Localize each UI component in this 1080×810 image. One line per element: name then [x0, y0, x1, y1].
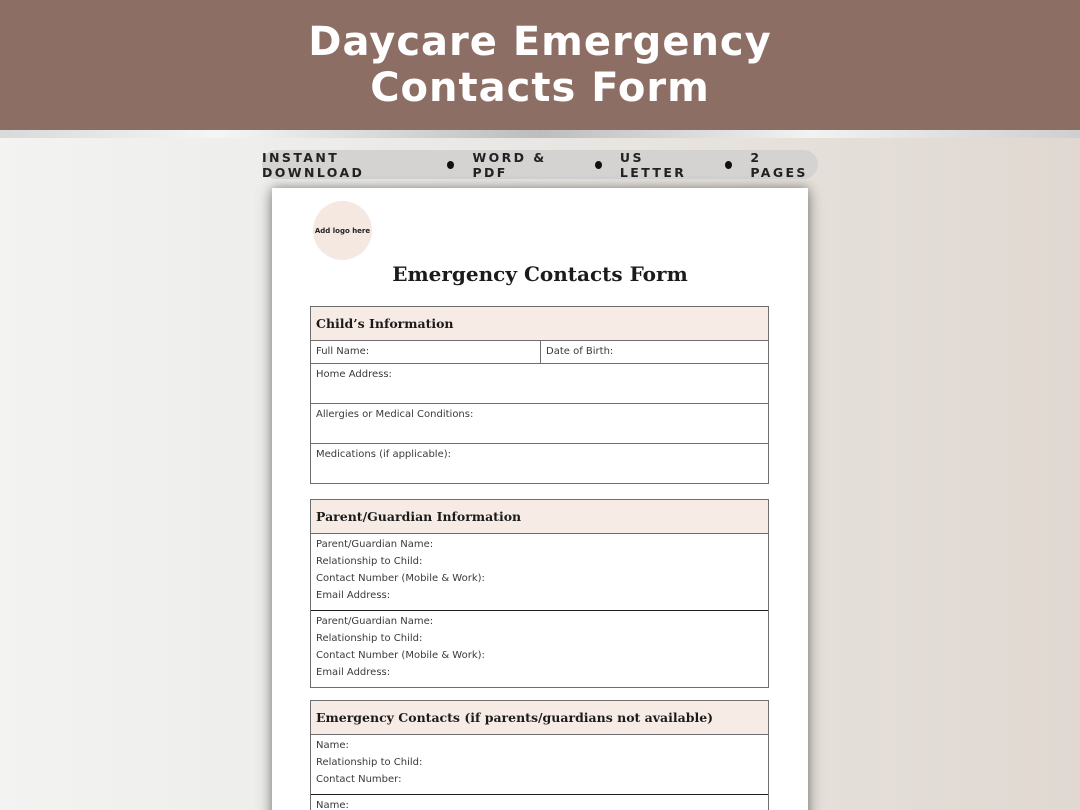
full-name-field: Full Name:	[316, 346, 370, 357]
contact-number-field: Contact Number:	[316, 774, 402, 785]
parent-info-heading: Parent/Guardian Information	[311, 500, 768, 534]
medications-row	[311, 444, 768, 483]
contact-name-field: Name:	[316, 740, 349, 751]
child-name-dob-row	[311, 341, 768, 364]
contact-number-field: Contact Number (Mobile & Work):	[316, 650, 485, 661]
logo-placeholder: Add logo here	[313, 201, 372, 260]
parent-block	[311, 534, 768, 611]
parent-name-field: Parent/Guardian Name:	[316, 539, 434, 550]
emergency-contacts-section	[310, 700, 769, 810]
decorative-divider	[0, 130, 1080, 138]
contact-name-field: Name:	[316, 800, 349, 810]
relationship-field: Relationship to Child:	[316, 757, 423, 768]
contact-number-field: Contact Number (Mobile & Work):	[316, 573, 485, 584]
title-banner	[0, 0, 1080, 130]
emergency-contact-block	[311, 795, 768, 810]
email-field: Email Address:	[316, 590, 391, 601]
bullet-dot-icon	[447, 161, 454, 169]
emergency-contact-block	[311, 735, 768, 795]
parent-block	[311, 611, 768, 687]
form-title: Emergency Contacts Form	[392, 262, 688, 286]
email-field: Email Address:	[316, 667, 391, 678]
feature-us-letter: US LETTER	[619, 149, 687, 180]
parent-info-section	[310, 499, 769, 688]
home-address-row	[311, 364, 768, 404]
feature-strip	[262, 150, 818, 179]
parent-name-field: Parent/Guardian Name:	[316, 616, 434, 627]
feature-page-count: 2 PAGES	[750, 149, 808, 180]
banner-title-line2: Contacts Form	[370, 65, 710, 111]
medications-field: Medications (if applicable):	[316, 449, 452, 460]
banner-title-line1: Daycare Emergency	[308, 19, 772, 65]
child-info-section	[310, 306, 769, 484]
child-info-heading: Child’s Information	[311, 307, 768, 341]
feature-instant-download: INSTANT DOWNLOAD	[262, 149, 365, 180]
home-address-field: Home Address:	[316, 369, 392, 380]
bullet-dot-icon	[595, 161, 602, 169]
bullet-dot-icon	[725, 161, 732, 169]
emergency-contacts-heading: Emergency Contacts (if parents/guardians not available)	[311, 701, 768, 735]
dob-field: Date of Birth:	[540, 341, 768, 363]
allergies-field: Allergies or Medical Conditions:	[316, 409, 474, 420]
allergies-row	[311, 404, 768, 444]
form-page-preview	[272, 188, 808, 810]
relationship-field: Relationship to Child:	[316, 633, 423, 644]
relationship-field: Relationship to Child:	[316, 556, 423, 567]
feature-word-pdf: WORD & PDF	[472, 149, 547, 180]
